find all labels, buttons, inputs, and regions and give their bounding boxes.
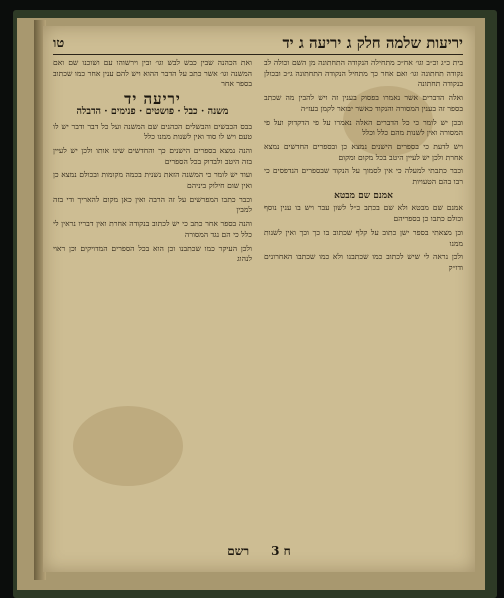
right-column [264,58,463,536]
paragraph: ועוד יש לומר כי המשנה הזאת נשנית בכמה מקומות ובכולם נמצא כן ואין שום חילוק ביניהם [53,170,252,191]
paragraph: וכבר כתבתי למעלה כי אין לסמוך על הנקוד שבספרים הנדפסים כי רבו בהם הטעויות [264,166,463,187]
paragraph: והנה נמצא בספרים הישנים כך והחדשים שינו אותו ולכן יש לעיין בזה היטב ולבדוק בכל הספרים [53,145,252,166]
book-page [43,26,475,572]
paragraph: והנה בספר אחר כתב כי יש לכתוב בנקודה אחרת ואין דבריו נראין לי כלל כי הם נגד המסורה [53,219,252,239]
section-heading: אמנם שם מבטא [334,190,393,201]
text-columns [53,58,463,536]
page-footer [103,544,415,560]
page-number: טו [53,36,65,51]
paragraph: ואת הכהנה שבין כבש לבש וגו׳ ובין וירשוהו עם ושוכנו שם ואם המשנה וגו׳ אשר כתב על הדבר ההוא ויש להם ענין אחר כמו שכתוב בספר אחר [53,58,252,89]
signature-mark: רשם [227,544,250,558]
chapter-title: יריעה יד [124,90,181,109]
paragraph: ולכן העיקר כמו שכתבנו וכן הוא בכל הספרים המדויקים וכן ראוי לנהוג [53,243,252,264]
catchword: ח 3 [271,544,291,558]
paragraph: בבס הכבשים והבשלים הכהנים שם המשנה ועל כל דבר ודבר יש לו טעם ויש לו סוד ואין לשנות ממנו כלל [53,121,252,142]
paragraph: ואלה הדברים אשר נאמרו בפסוק בענין זה ויש להבין מה שכתב בספר זה בענין המסורה והנקוד כאשר יבואר לקמן בעז״ה [264,93,463,113]
left-column [53,58,252,536]
paragraph: וכבר כתבו המפרשים על זה הרבה ואין כאן מקום להאריך ודי בזה למבין [53,194,252,215]
paragraph: ולכן נראה לי שיש לכתוב כמו שכתבנו ולא כמו שכתבו האחרונים ודו״ק [264,252,463,272]
paragraph: ויש לדעת כי בספרים הישנים נמצא כן ובספרים החדשים נמצא אחרת ולכן יש לעיין היטב בכל מקום ומקום [264,141,463,162]
paragraph: וכן מצאתי בספר ישן כתוב על קלף שכתוב בו כך וכך ואין לשנות ממנו [264,227,463,248]
paragraph: בית כ״ג וכ״ב וגו׳ אח״כ מתחילה הנקודה התחתונה מן השם וכולה לב נקודה תחתונה וגו׳ ואם אחר כך מתחיל הנקודה התחתונה ג״כ ובכולן בנקודה תחתונה [264,58,463,89]
paragraph: אמנם שם מבטא ולא שם בכתב כ״ל לשון עבר ויש בו ענין נוסף וכולם כתבו כן בספריהם [264,203,463,224]
paragraph: ובכן יש לומר כי כל הדברים האלה נאמרו על פי הדקדוק ועל פי המסורה ואין לשנות מהם כלל וכלל [264,117,463,138]
mishna-line: משנה · כבל · פושטים · פנימים · הדבלה [76,105,229,117]
running-title: יריעות שלמה חלק ג יריעה ג יד [282,33,463,52]
page-header [53,32,463,55]
